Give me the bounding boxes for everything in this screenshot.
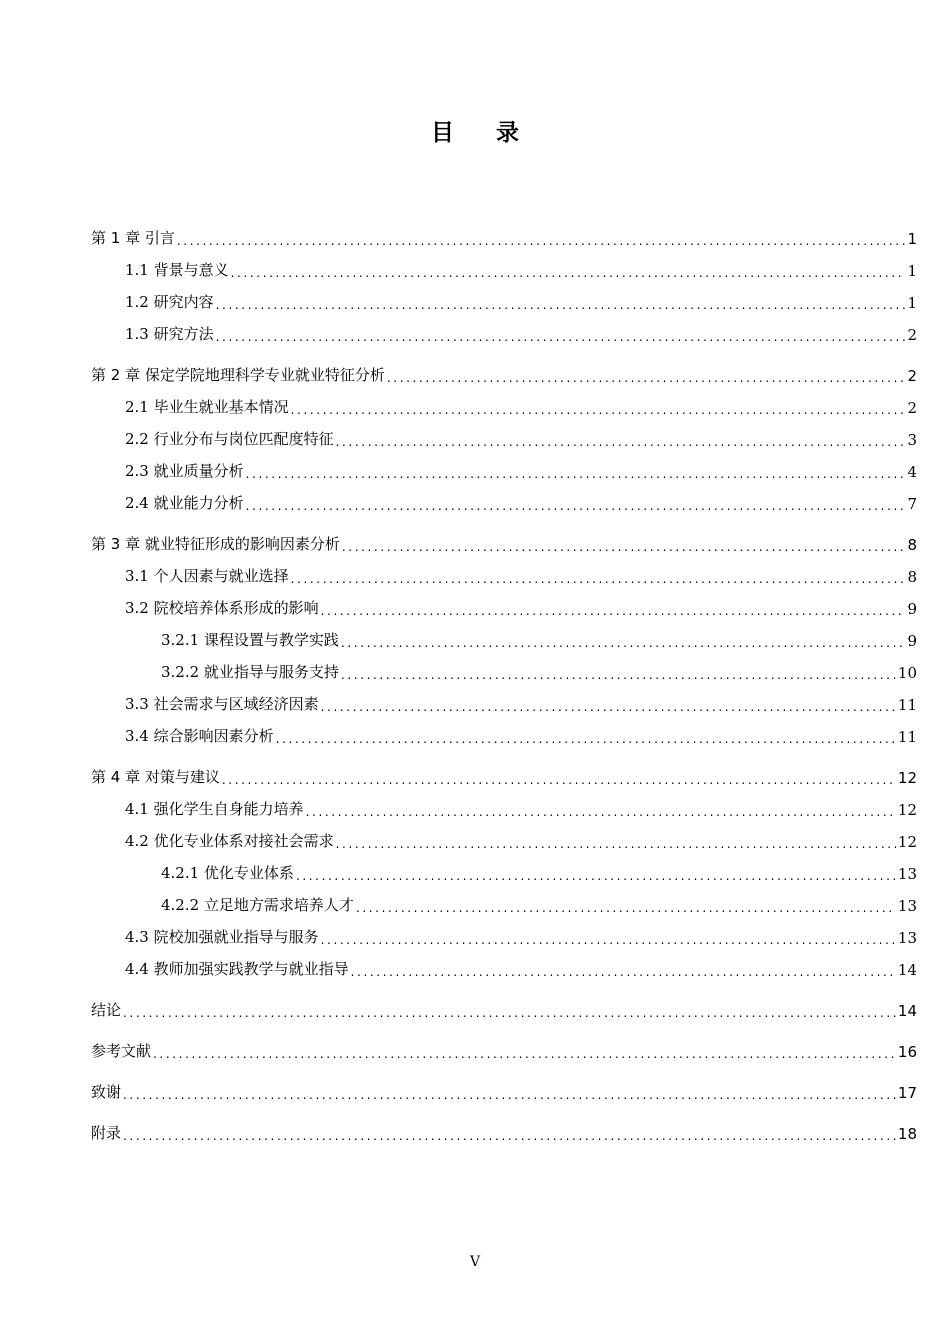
toc-dot-leader <box>216 298 906 318</box>
toc-entry-section[interactable] <box>91 318 917 350</box>
toc-entry-page: 7 <box>907 495 917 513</box>
toc-entry-chapter[interactable] <box>91 1076 917 1108</box>
toc-entry-page: 1 <box>907 230 917 248</box>
toc-entry-chapter[interactable] <box>91 222 917 254</box>
toc-entry-section[interactable] <box>91 286 917 318</box>
toc-dot-leader <box>231 266 906 286</box>
toc-dot-leader <box>123 1088 896 1108</box>
toc-entry-title: 参考文献 <box>91 1042 152 1060</box>
toc-dot-leader <box>123 1129 896 1149</box>
toc-entry-page: 1 <box>907 294 917 312</box>
toc-dot-leader <box>321 604 906 624</box>
toc-entry-section[interactable] <box>91 793 917 825</box>
toc-entry-page: 10 <box>897 664 917 682</box>
toc-entry-section[interactable] <box>91 592 917 624</box>
toc-entry-chapter[interactable] <box>91 1117 917 1149</box>
toc-entry-title: 致谢 <box>91 1083 122 1101</box>
toc-dot-leader <box>216 330 906 350</box>
toc-entry-title: 1.1 背景与意义 <box>125 261 229 279</box>
toc-entry-subsection[interactable] <box>91 857 917 889</box>
toc-entry-page: 8 <box>907 568 917 586</box>
toc-entry-page: 11 <box>897 728 917 746</box>
toc-entry-title: 结论 <box>91 1001 122 1019</box>
toc-dot-leader <box>356 901 896 921</box>
toc-entry-chapter[interactable] <box>91 1035 917 1067</box>
toc-entry-chapter[interactable] <box>91 359 917 391</box>
toc-entry-subsection[interactable] <box>91 889 917 921</box>
toc-entry-title: 1.3 研究方法 <box>125 325 214 343</box>
toc-dot-leader <box>222 773 896 793</box>
toc-entry-title: 3.3 社会需求与区域经济因素 <box>125 695 319 713</box>
toc-entry-chapter[interactable] <box>91 994 917 1026</box>
toc-entry-title: 4.4 教师加强实践教学与就业指导 <box>125 960 349 978</box>
toc-entry-title: 4.2 优化专业体系对接社会需求 <box>125 832 334 850</box>
toc-dot-leader <box>291 403 906 423</box>
table-of-contents <box>91 222 917 1149</box>
toc-entry-page: 8 <box>907 536 917 554</box>
toc-entry-title: 2.4 就业能力分析 <box>125 494 244 512</box>
toc-entry-page: 13 <box>897 929 917 947</box>
toc-entry-section[interactable] <box>91 688 917 720</box>
toc-entry-title: 第 1 章 引言 <box>91 229 175 247</box>
toc-entry-title: 附录 <box>91 1124 122 1142</box>
toc-entry-chapter[interactable] <box>91 528 917 560</box>
toc-dot-leader <box>246 499 906 519</box>
toc-dot-leader <box>341 668 896 688</box>
toc-entry-page: 9 <box>907 632 917 650</box>
toc-entry-title: 4.3 院校加强就业指导与服务 <box>125 928 319 946</box>
toc-entry-title: 4.1 强化学生自身能力培养 <box>125 800 304 818</box>
toc-entry-section[interactable] <box>91 391 917 423</box>
toc-entry-section[interactable] <box>91 720 917 752</box>
toc-dot-leader <box>321 700 896 720</box>
toc-entry-page: 2 <box>907 399 917 417</box>
toc-dot-leader <box>321 933 896 953</box>
toc-entry-section[interactable] <box>91 487 917 519</box>
toc-entry-page: 14 <box>897 961 917 979</box>
toc-entry-page: 14 <box>897 1002 917 1020</box>
toc-entry-section[interactable] <box>91 254 917 286</box>
toc-entry-section[interactable] <box>91 560 917 592</box>
toc-entry-page: 16 <box>897 1043 917 1061</box>
toc-entry-title: 2.2 行业分布与岗位匹配度特征 <box>125 430 334 448</box>
toc-entry-chapter[interactable] <box>91 761 917 793</box>
toc-entry-page: 12 <box>897 769 917 787</box>
toc-dot-leader <box>291 572 906 592</box>
toc-entry-title: 1.2 研究内容 <box>125 293 214 311</box>
toc-entry-section[interactable] <box>91 825 917 857</box>
toc-entry-page: 13 <box>897 865 917 883</box>
toc-entry-section[interactable] <box>91 423 917 455</box>
toc-dot-leader <box>387 371 906 391</box>
toc-entry-page: 17 <box>897 1084 917 1102</box>
toc-dot-leader <box>342 540 906 560</box>
toc-entry-page: 2 <box>907 367 917 385</box>
toc-entry-page: 11 <box>897 696 917 714</box>
toc-dot-leader <box>153 1047 896 1067</box>
toc-entry-section[interactable] <box>91 455 917 487</box>
toc-entry-title: 第 4 章 对策与建议 <box>91 768 220 786</box>
toc-entry-page: 3 <box>907 431 917 449</box>
toc-entry-title: 4.2.1 优化专业体系 <box>161 864 294 882</box>
toc-dot-leader <box>351 965 896 985</box>
page-number: V <box>469 1254 481 1270</box>
toc-entry-title: 3.2.1 课程设置与教学实践 <box>161 631 339 649</box>
toc-entry-page: 12 <box>897 833 917 851</box>
toc-dot-leader <box>341 636 906 656</box>
toc-dot-leader <box>123 1006 896 1026</box>
toc-entry-subsection[interactable] <box>91 656 917 688</box>
toc-entry-page: 1 <box>907 262 917 280</box>
page-title: 目录 <box>431 120 561 146</box>
toc-dot-leader <box>336 435 906 455</box>
toc-entry-section[interactable] <box>91 921 917 953</box>
toc-dot-leader <box>246 467 906 487</box>
toc-entry-page: 12 <box>897 801 917 819</box>
toc-dot-leader <box>276 732 896 752</box>
toc-entry-page: 4 <box>907 463 917 481</box>
toc-entry-title: 4.2.2 立足地方需求培养人才 <box>161 896 354 914</box>
toc-entry-section[interactable] <box>91 953 917 985</box>
toc-entry-page: 13 <box>897 897 917 915</box>
toc-entry-title: 3.2 院校培养体系形成的影响 <box>125 599 319 617</box>
toc-entry-page: 18 <box>897 1125 917 1143</box>
toc-entry-subsection[interactable] <box>91 624 917 656</box>
toc-entry-title: 2.3 就业质量分析 <box>125 462 244 480</box>
toc-dot-leader <box>306 805 896 825</box>
toc-dot-leader <box>296 869 896 889</box>
toc-dot-leader <box>336 837 896 857</box>
toc-entry-title: 第 3 章 就业特征形成的影响因素分析 <box>91 535 340 553</box>
toc-dot-leader <box>177 234 906 254</box>
toc-entry-title: 第 2 章 保定学院地理科学专业就业特征分析 <box>91 366 385 384</box>
toc-entry-title: 3.1 个人因素与就业选择 <box>125 567 289 585</box>
toc-entry-title: 3.4 综合影响因素分析 <box>125 727 274 745</box>
toc-entry-page: 2 <box>907 326 917 344</box>
toc-entry-page: 9 <box>907 600 917 618</box>
toc-entry-title: 3.2.2 就业指导与服务支持 <box>161 663 339 681</box>
toc-entry-title: 2.1 毕业生就业基本情况 <box>125 398 289 416</box>
